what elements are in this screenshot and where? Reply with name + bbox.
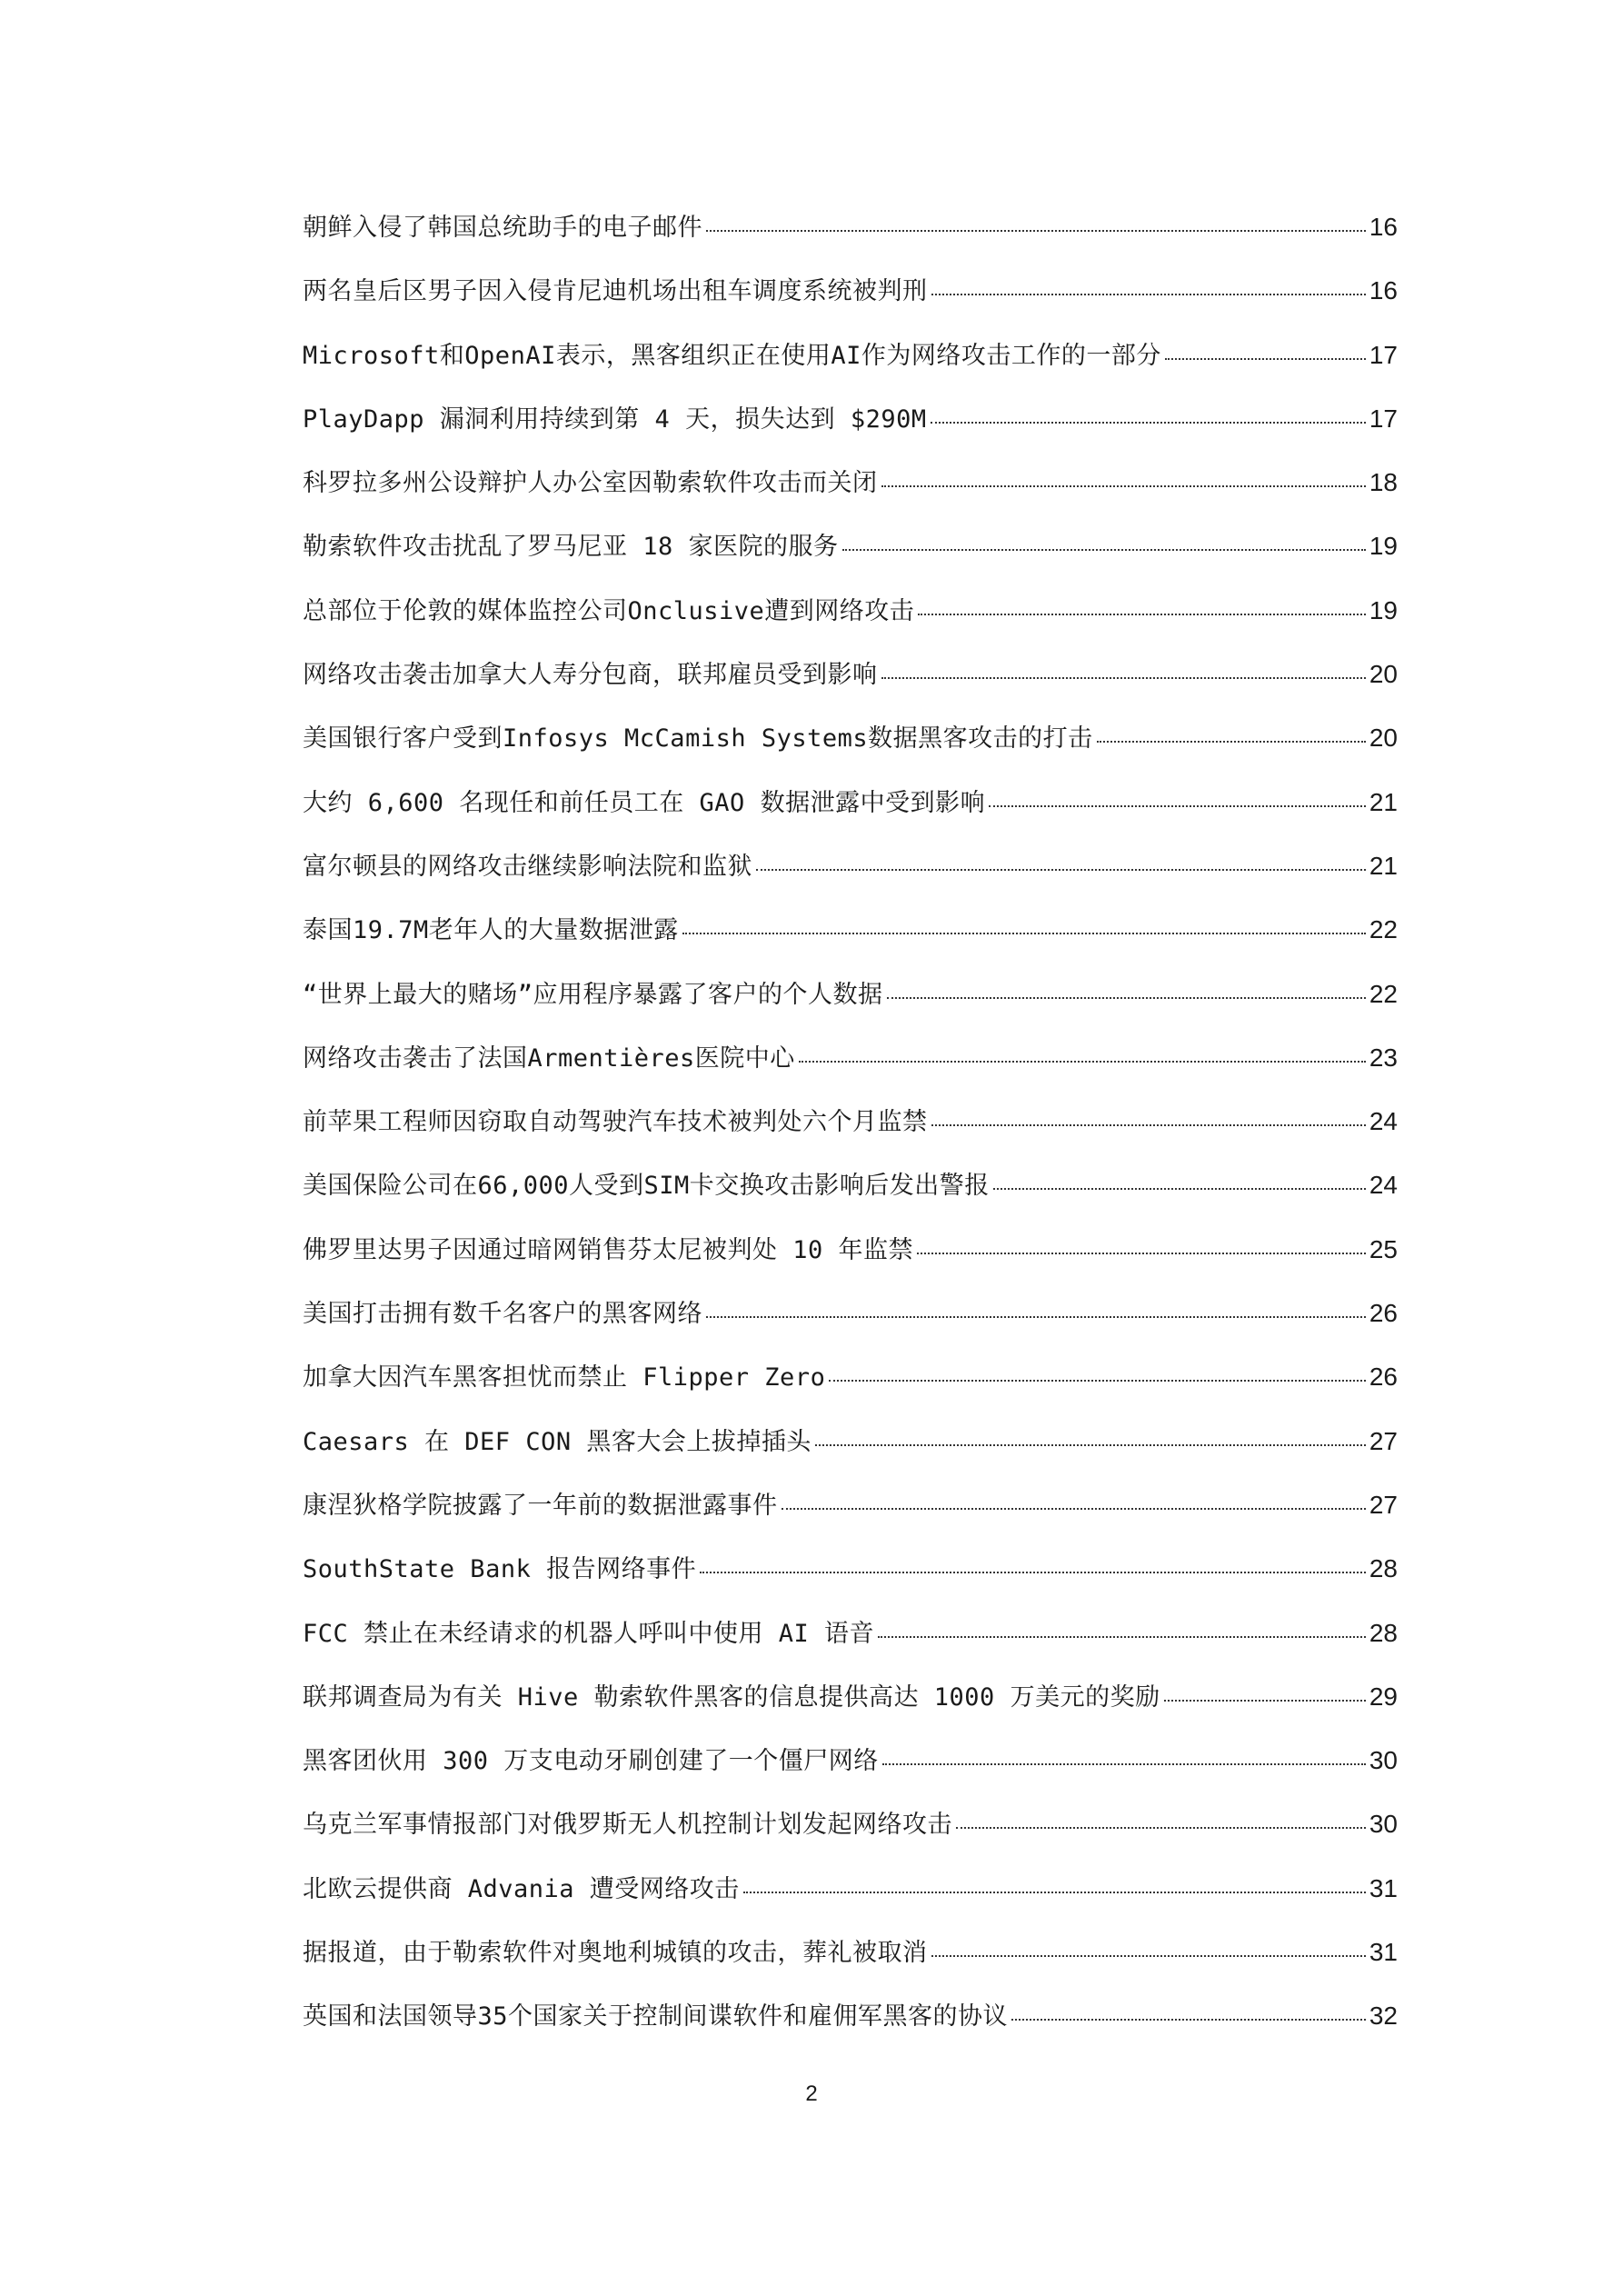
dot-leader [1164, 1699, 1366, 1702]
toc-entry-page-number[interactable]: 16 [1369, 213, 1398, 241]
dot-leader [829, 1379, 1366, 1382]
dot-leader [956, 1826, 1366, 1829]
dot-leader [1011, 2018, 1366, 2021]
dot-leader [931, 293, 1366, 295]
dot-leader [931, 1123, 1366, 1126]
toc-entry-title[interactable]: 富尔顿县的网络攻击继续影响法院和监狱 [303, 852, 752, 881]
toc-entry-title[interactable]: 英国和法国领导35个国家关于控制间谍软件和雇佣军黑客的协议 [303, 2002, 1009, 2031]
toc-entry[interactable] [303, 335, 1398, 399]
dot-leader [917, 1252, 1366, 1254]
toc-entry[interactable] [303, 1677, 1398, 1741]
toc-entry-page-number[interactable]: 20 [1369, 724, 1398, 753]
toc-entry-page-number[interactable]: 30 [1369, 1810, 1398, 1839]
toc-entry[interactable] [303, 846, 1398, 910]
toc-entry-title[interactable]: PlayDapp 漏洞利用持续到第 4 天，损失达到 $290M [303, 404, 927, 434]
toc-entry-page-number[interactable]: 16 [1369, 276, 1398, 305]
toc-entry-title[interactable]: 美国银行客户受到Infosys McCamish Systems数据黑客攻击的打击 [303, 724, 1093, 754]
toc-entry[interactable] [303, 591, 1398, 654]
dot-leader [882, 1762, 1366, 1765]
toc-entry-title[interactable]: 美国打击拥有数千名客户的黑客网络 [303, 1300, 702, 1329]
toc-entry-page-number[interactable]: 27 [1369, 1426, 1398, 1455]
toc-entry[interactable] [303, 1996, 1398, 2060]
toc-entry-page-number[interactable]: 19 [1369, 595, 1398, 624]
toc-entry-title[interactable]: 联邦调查局为有关 Hive 勒索软件黑客的信息提供高达 1000 万美元的奖励 [303, 1682, 1160, 1712]
toc-entry[interactable] [303, 207, 1398, 271]
toc-entry-page-number[interactable]: 17 [1369, 404, 1398, 433]
toc-entry[interactable] [303, 526, 1398, 590]
toc-entry-page-number[interactable]: 28 [1369, 1618, 1398, 1647]
toc-entry-page-number[interactable]: 26 [1369, 1363, 1398, 1392]
dot-leader [881, 484, 1366, 487]
toc-entry-page-number[interactable]: 32 [1369, 2002, 1398, 2031]
toc-entry-title[interactable]: 乌克兰军事情报部门对俄罗斯无人机控制计划发起网络攻击 [303, 1811, 952, 1840]
toc-entry-title[interactable]: 据报道，由于勒索软件对奥地利城镇的攻击，葬礼被取消 [303, 1939, 928, 1968]
toc-entry-page-number[interactable]: 27 [1369, 1490, 1398, 1519]
toc-entry[interactable] [303, 974, 1398, 1038]
toc-entry[interactable] [303, 1357, 1398, 1421]
toc-entry-title[interactable]: 泰国19.7M老年人的大量数据泄露 [303, 916, 679, 945]
toc-entry-page-number[interactable]: 24 [1369, 1107, 1398, 1136]
toc-entry-title[interactable]: SouthState Bank 报告网络事件 [303, 1555, 697, 1584]
dot-leader [918, 613, 1366, 615]
toc-entry[interactable] [303, 1804, 1398, 1868]
toc-entry[interactable] [303, 463, 1398, 526]
toc-entry-page-number[interactable]: 23 [1369, 1043, 1398, 1072]
toc-entry-page-number[interactable]: 26 [1369, 1299, 1398, 1328]
dot-leader [842, 548, 1366, 551]
toc-entry[interactable] [303, 1485, 1398, 1549]
toc-entry[interactable] [303, 910, 1398, 973]
dot-leader [743, 1891, 1366, 1893]
dot-leader [878, 1635, 1366, 1638]
dot-leader [700, 1571, 1366, 1573]
dot-leader [706, 1315, 1366, 1318]
toc-entry[interactable] [303, 399, 1398, 463]
toc-entry-page-number[interactable]: 22 [1369, 915, 1398, 944]
toc-entry[interactable] [303, 783, 1398, 846]
page-number: 2 [805, 2081, 818, 2106]
toc-entry-page-number[interactable]: 19 [1369, 532, 1398, 561]
toc-entry-page-number[interactable]: 21 [1369, 851, 1398, 880]
toc-entry-title[interactable]: 康涅狄格学院披露了一年前的数据泄露事件 [303, 1491, 778, 1520]
toc-entry-title[interactable]: 两名皇后区男子因入侵肯尼迪机场出租车调度系统被判刑 [303, 277, 928, 306]
toc-entry-title[interactable]: 佛罗里达男子因通过暗网销售芬太尼被判处 10 年监禁 [303, 1235, 914, 1264]
toc-entry-title[interactable]: 网络攻击袭击了法国Armentières医院中心 [303, 1043, 795, 1073]
toc-entry-page-number[interactable]: 21 [1369, 787, 1398, 816]
toc-entry[interactable] [303, 1293, 1398, 1357]
toc-entry-title[interactable]: 朝鲜入侵了韩国总统助手的电子邮件 [303, 214, 702, 242]
toc-entry-page-number[interactable]: 30 [1369, 1746, 1398, 1775]
dot-leader [1097, 740, 1366, 743]
dot-leader [989, 804, 1366, 807]
dot-leader [756, 868, 1366, 871]
toc-entry-title[interactable]: FCC 禁止在未经请求的机器人呼叫中使用 AI 语音 [303, 1619, 875, 1648]
toc-entry-title[interactable]: 加拿大因汽车黑客担忧而禁止 Flipper Zero [303, 1363, 826, 1393]
toc-entry-page-number[interactable]: 31 [1369, 1938, 1398, 1967]
toc-entry-page-number[interactable]: 31 [1369, 1873, 1398, 1902]
toc-entry-title[interactable]: 大约 6,600 名现任和前任员工在 GAO 数据泄露中受到影响 [303, 788, 986, 817]
toc-entry[interactable] [303, 1038, 1398, 1102]
toc-entry[interactable] [303, 1549, 1398, 1612]
toc-entry-page-number[interactable]: 24 [1369, 1171, 1398, 1200]
toc-entry-title[interactable]: 黑客团伙用 300 万支电动牙刷创建了一个僵尸网络 [303, 1747, 879, 1776]
toc-entry-page-number[interactable]: 18 [1369, 468, 1398, 497]
dot-leader [887, 996, 1366, 999]
toc-entry[interactable] [303, 718, 1398, 782]
toc-entry[interactable] [303, 271, 1398, 334]
toc-entry-title[interactable]: 总部位于伦敦的媒体监控公司Onclusive遭到网络攻击 [303, 596, 915, 625]
table-of-contents [303, 207, 1398, 2061]
toc-entry-page-number[interactable]: 22 [1369, 979, 1398, 1008]
dot-leader [682, 932, 1366, 934]
dot-leader [881, 676, 1366, 679]
dot-leader [815, 1443, 1366, 1446]
toc-entry-title[interactable]: 科罗拉多州公设辩护人办公室因勒索软件攻击而关闭 [303, 469, 878, 498]
toc-entry-title[interactable]: Caesars 在 DEF CON 黑客大会上拔掉插头 [303, 1427, 812, 1456]
dot-leader [993, 1187, 1366, 1190]
toc-entry[interactable] [303, 1741, 1398, 1804]
dot-leader [799, 1060, 1366, 1063]
dot-leader [706, 229, 1366, 232]
toc-entry-title[interactable]: 美国保险公司在66,000人受到SIM卡交换攻击影响后发出警报 [303, 1172, 990, 1201]
toc-entry-title[interactable]: 前苹果工程师因窃取自动驾驶汽车技术被判处六个月监禁 [303, 1108, 928, 1137]
toc-entry-title[interactable]: 网络攻击袭击加拿大人寿分包商，联邦雇员受到影响 [303, 661, 878, 690]
toc-entry-page-number[interactable]: 28 [1369, 1554, 1398, 1583]
toc-entry[interactable] [303, 1932, 1398, 1996]
toc-entry-page-number[interactable]: 20 [1369, 660, 1398, 689]
dot-leader [1165, 357, 1366, 360]
toc-entry-title[interactable]: “世界上最大的赌场”应用程序暴露了客户的个人数据 [303, 980, 883, 1009]
toc-entry[interactable] [303, 1613, 1398, 1677]
toc-entry[interactable] [303, 1869, 1398, 1932]
toc-entry[interactable] [303, 1165, 1398, 1229]
dot-leader [782, 1507, 1366, 1510]
dot-leader [931, 421, 1366, 424]
toc-entry-page-number[interactable]: 25 [1369, 1234, 1398, 1263]
toc-entry-title[interactable]: 勒索软件攻击扰乱了罗马尼亚 18 家医院的服务 [303, 533, 839, 562]
toc-entry-page-number[interactable]: 17 [1369, 340, 1398, 369]
toc-entry[interactable] [303, 1422, 1398, 1485]
toc-entry-title[interactable]: Microsoft和OpenAI表示，黑客组织正在使用AI作为网络攻击工作的一部分 [303, 341, 1161, 370]
toc-entry-page-number[interactable]: 29 [1369, 1682, 1398, 1711]
toc-entry[interactable] [303, 1102, 1398, 1165]
toc-entry-title[interactable]: 北欧云提供商 Advania 遭受网络攻击 [303, 1874, 740, 1903]
dot-leader [931, 1954, 1366, 1957]
toc-entry[interactable] [303, 1230, 1398, 1293]
toc-entry[interactable] [303, 654, 1398, 718]
